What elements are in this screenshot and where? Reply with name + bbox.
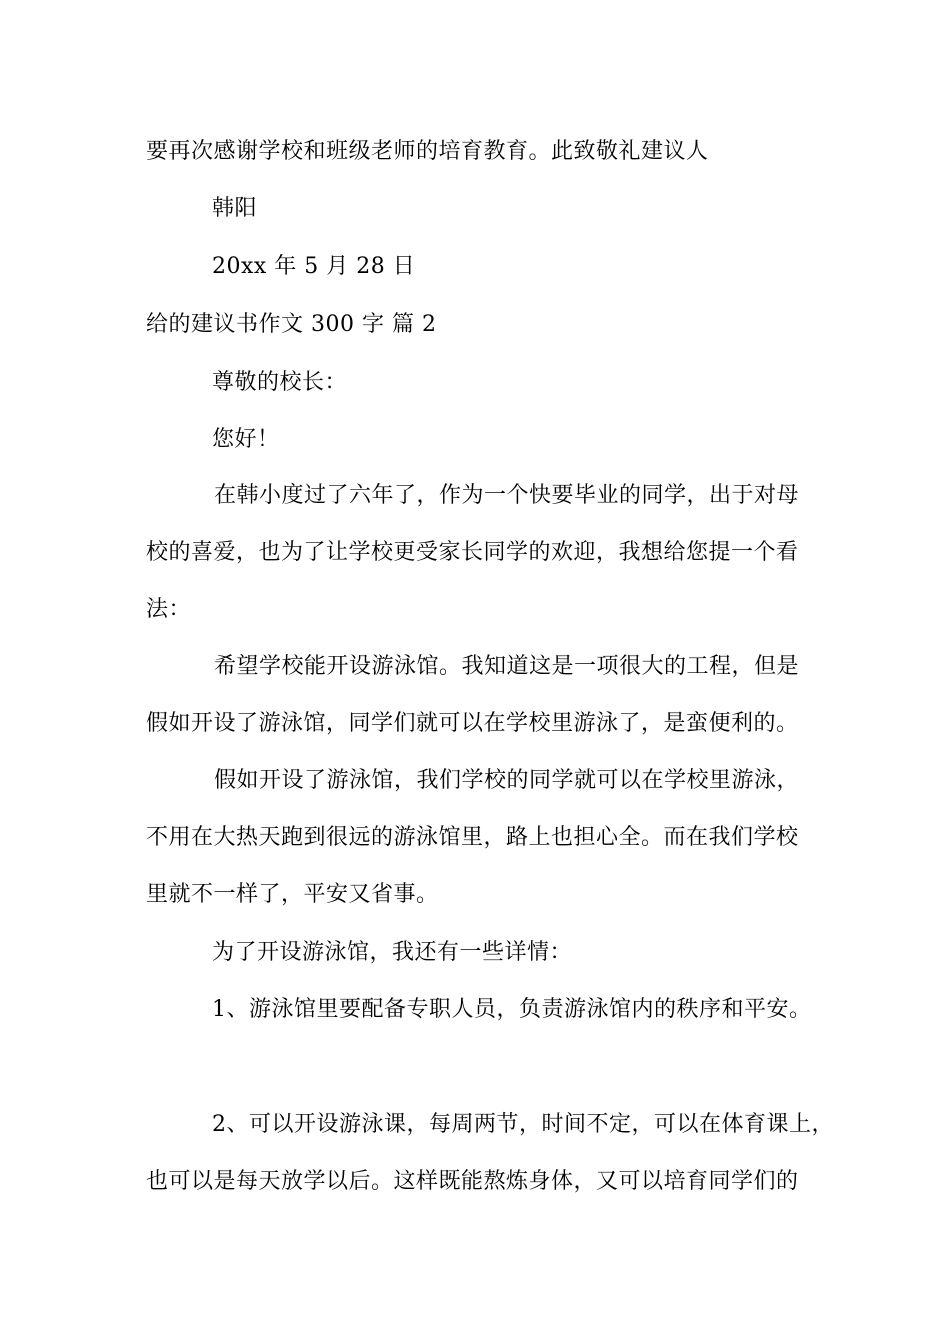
paragraph-line: 假如开设了游泳馆，我们学校的同学就可以在学校里游泳， [214,768,800,793]
signature-name: 韩阳 [212,196,258,221]
paragraph-line: 假如开设了游泳馆，同学们就可以在学校里游泳了，是蛮便利的。 [146,711,799,736]
list-item: 2、可以开设游泳课，每周两节，时间不定，可以在体育课上， [212,1112,834,1137]
paragraph-line: 里就不一样了，平安又省事。 [146,882,439,907]
paragraph-line: 希望学校能开设游泳馆。我知道这是一项很大的工程，但是 [214,654,800,679]
salutation: 尊敬的校长： [212,370,348,395]
section-heading: 给的建议书作文 300 字 篇 2 [146,312,437,337]
list-item: 1、游泳馆里要配备专职人员，负责游泳馆内的秩序和平安。 [212,997,812,1022]
paragraph-line: 为了开设游泳馆，我还有一些详情： [212,940,573,965]
paragraph-line: 要再次感谢学校和班级老师的培育教育。此致敬礼建议人 [146,139,709,164]
greeting: 您好！ [212,427,280,452]
paragraph-line: 校的喜爱，也为了让学校更受家长同学的欢迎，我想给您提一个看 [146,540,799,565]
signature-date: 20xx 年 5 月 28 日 [212,254,416,279]
paragraph-line: 法： [146,597,192,622]
paragraph-line: 也可以是每天放学以后。这样既能熬炼身体，又可以培育同学们的 [146,1169,799,1194]
paragraph-line: 不用在大热天跑到很远的游泳馆里，路上也担心全。而在我们学校 [146,825,799,850]
paragraph-line: 在韩小度过了六年了，作为一个快要毕业的同学，出于对母 [214,483,800,508]
